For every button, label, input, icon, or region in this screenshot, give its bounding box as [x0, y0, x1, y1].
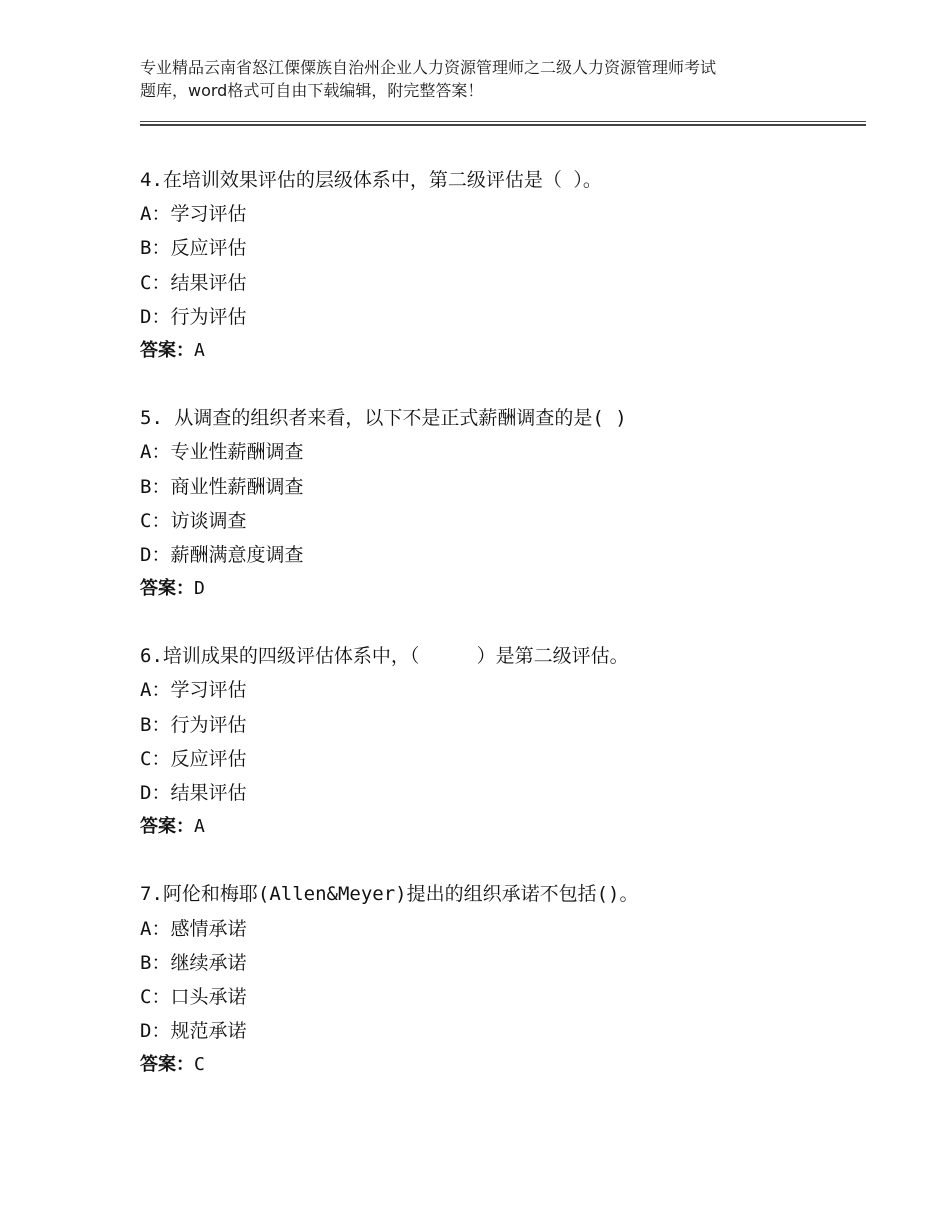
question-text: 5. 从调查的组织者来看，以下不是正式薪酬调查的是( ) — [140, 407, 627, 430]
option-b: B：继续承诺 — [140, 951, 247, 974]
header-title-line-2: 题库，word格式可自由下载编辑，附完整答案！ — [140, 81, 484, 100]
option-c: C：反应评估 — [140, 747, 247, 770]
answer-line — [140, 334, 866, 368]
question-item — [140, 639, 866, 844]
option-c: C：结果评估 — [140, 271, 247, 294]
answer-value: A — [194, 339, 205, 361]
question-item — [140, 877, 866, 1082]
option-c: C：口头承诺 — [140, 985, 247, 1008]
question-text: 4.在培训效果评估的层级体系中，第二级评估是（ ）。 — [140, 169, 602, 191]
answer-label: 答案： — [140, 1054, 194, 1076]
question-text: 7.阿伦和梅耶(Allen&Meyer)提出的组织承诺不包括()。 — [140, 883, 639, 906]
option-b: B：行为评估 — [140, 713, 247, 736]
answer-value: D — [194, 578, 205, 600]
option-d: D：行为评估 — [140, 305, 247, 328]
header-divider-thick — [140, 124, 866, 126]
answer-line — [140, 810, 866, 844]
answer-line — [140, 572, 866, 606]
option-c: C：访谈调查 — [140, 509, 247, 532]
answer-line — [140, 1048, 866, 1082]
option-d: D：规范承诺 — [140, 1020, 247, 1043]
option-b: B：商业性薪酬调查 — [140, 475, 304, 498]
answer-label: 答案： — [140, 578, 194, 600]
header-divider-thin — [140, 121, 866, 122]
header-title-line-1: 专业精品云南省怒江傈僳族自治州企业人力资源管理师之二级人力资源管理师考试 — [140, 58, 717, 77]
option-d: D：结果评估 — [140, 782, 247, 804]
option-a: A：感情承诺 — [140, 917, 247, 940]
answer-value: C — [194, 1054, 205, 1076]
answer-value: A — [194, 816, 205, 838]
question-list — [140, 163, 866, 1116]
answer-label: 答案： — [140, 816, 194, 838]
question-item — [140, 401, 866, 606]
document-header — [140, 56, 830, 102]
option-a: A：学习评估 — [140, 203, 247, 226]
answer-label: 答案： — [140, 339, 194, 361]
question-text: 6.培训成果的四级评估体系中，（ ）是第二级评估。 — [140, 645, 629, 668]
option-a: A：专业性薪酬调查 — [140, 441, 304, 464]
option-a: A：学习评估 — [140, 679, 247, 702]
option-b: B：反应评估 — [140, 237, 247, 260]
option-d: D：薪酬满意度调查 — [140, 543, 304, 566]
question-item — [140, 163, 866, 368]
